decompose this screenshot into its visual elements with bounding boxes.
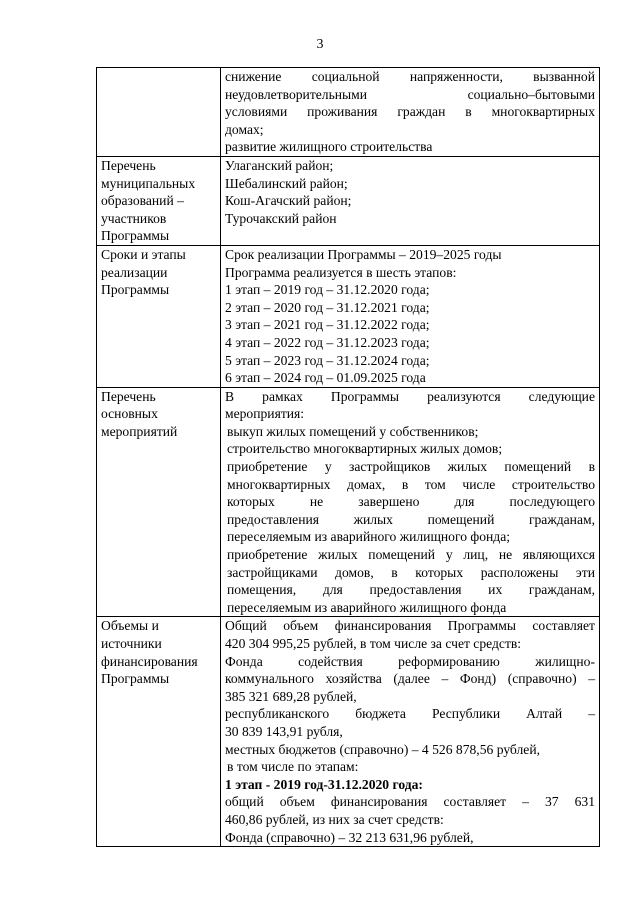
label-line: Программы	[101, 228, 170, 244]
content-line: 460,86 рублей, из них за счет средств:	[225, 811, 444, 827]
content-line: Турочакский район	[225, 210, 337, 226]
table-row	[97, 156, 600, 245]
content-line: неудовлетворительными социально–бытовыми	[225, 86, 595, 102]
row-content-cell	[221, 68, 600, 157]
label-line: Перечень	[101, 157, 156, 173]
content-line: Фонда (справочно) – 32 213 631,96 рублей,	[225, 829, 474, 845]
label-line: Сроки и этапы	[101, 246, 186, 262]
label-line: Объемы и	[101, 618, 159, 634]
row-label-cell	[97, 387, 221, 617]
label-line: основных	[101, 406, 158, 422]
row-content-cell	[221, 245, 600, 387]
content-line: приобретение жилых помещений у лиц, не являющихся	[227, 547, 595, 563]
content-line: домах;	[225, 121, 264, 137]
program-passport-table	[96, 67, 600, 847]
content-line: 2 этап – 2020 год – 31.12.2021 года;	[225, 299, 430, 315]
content-line: переселяемым из аварийного жилищного фонда	[227, 599, 507, 615]
content-line: 385 321 689,28 рублей,	[225, 688, 357, 704]
content-line: переселяемым из аварийного жилищного фонда;	[227, 529, 511, 545]
row-label-cell	[97, 617, 221, 847]
page-number: 3	[316, 37, 324, 52]
content-line: 3 этап – 2021 год – 31.12.2022 года;	[225, 317, 430, 333]
row-content-cell	[221, 617, 600, 847]
content-line: 6 этап – 2024 год – 01.09.2025 года	[225, 370, 426, 386]
content-line: Кош-Агачский район;	[225, 193, 352, 209]
content-line: застройщиками домов, в которых расположены эти	[227, 564, 595, 580]
content-line: снижение социальной напряженности, вызванной	[225, 69, 595, 84]
content-line: Программа реализуется в шесть этапов:	[225, 264, 457, 280]
content-line: республиканского бюджета Республики Алтай –	[225, 706, 595, 722]
content-line: 5 этап – 2023 год – 31.12.2024 года;	[225, 352, 430, 368]
content-line: 4 этап – 2022 год – 31.12.2023 года;	[225, 334, 430, 350]
label-line: финансирования	[101, 653, 198, 669]
content-line: 30 839 143,91 рубля,	[225, 723, 343, 739]
content-line: предоставления жилых помещений гражданам,	[227, 511, 595, 527]
content-line: Улаганский район;	[225, 157, 334, 173]
content-line: коммунального хозяйства (далее – Фонд) (справочно) –	[225, 671, 595, 687]
label-line: участников	[101, 210, 167, 226]
row-content-cell	[221, 387, 600, 617]
label-line: мероприятий	[101, 423, 178, 439]
label-line: Программы	[101, 282, 170, 298]
row-label-cell	[97, 245, 221, 387]
content-line: условиями проживания граждан в многоквартирных	[225, 104, 595, 120]
label-line: образований –	[101, 193, 184, 209]
row-content-cell	[221, 156, 600, 245]
label-line: реализации	[101, 264, 168, 280]
stage-heading: 1 этап - 2019 год-31.12.2020 года:	[225, 776, 423, 792]
content-line: строительство многоквартирных жилых домов;	[227, 441, 503, 457]
table-row	[97, 387, 600, 617]
table-row	[97, 617, 600, 847]
content-line: приобретение у застройщиков жилых помещений в	[227, 459, 595, 475]
label-line: Перечень	[101, 388, 156, 404]
content-line: развитие жилищного строительства	[225, 139, 433, 155]
content-line: многоквартирных домах, в том числе строительство	[227, 476, 595, 492]
content-line: в том числе по этапам:	[227, 759, 359, 775]
content-line: Фонда содействия реформированию жилищно-	[225, 653, 595, 669]
content-line: Шебалинский район;	[225, 175, 348, 191]
content-line: помещения, для предоставления их гражданам,	[227, 582, 595, 598]
label-line: муниципальных	[101, 175, 196, 191]
content-line: Срок реализации Программы – 2019–2025 годы	[225, 246, 502, 262]
content-line: местных бюджетов (справочно) – 4 526 878,56 рублей,	[225, 741, 541, 757]
row-label-cell	[97, 68, 221, 157]
content-line: которых не завершено для последующего	[227, 494, 595, 510]
content-line: общий объем финансирования составляет – 37 631	[225, 794, 595, 810]
row-label-cell	[97, 156, 221, 245]
content-line: выкуп жилых помещений у собственников;	[227, 423, 479, 439]
label-line: источники	[101, 636, 162, 651]
content-line: 420 304 995,25 рублей, в том числе за счет средств:	[225, 636, 522, 651]
table-row	[97, 68, 600, 157]
content-line: 1 этап – 2019 год – 31.12.2020 года;	[225, 282, 430, 298]
label-line: Программы	[101, 671, 170, 687]
table-row	[97, 245, 600, 387]
content-line: В рамках Программы реализуются следующие	[225, 388, 595, 404]
content-line: Общий объем финансирования Программы составляет	[225, 618, 595, 634]
content-line: мероприятия:	[225, 406, 305, 422]
